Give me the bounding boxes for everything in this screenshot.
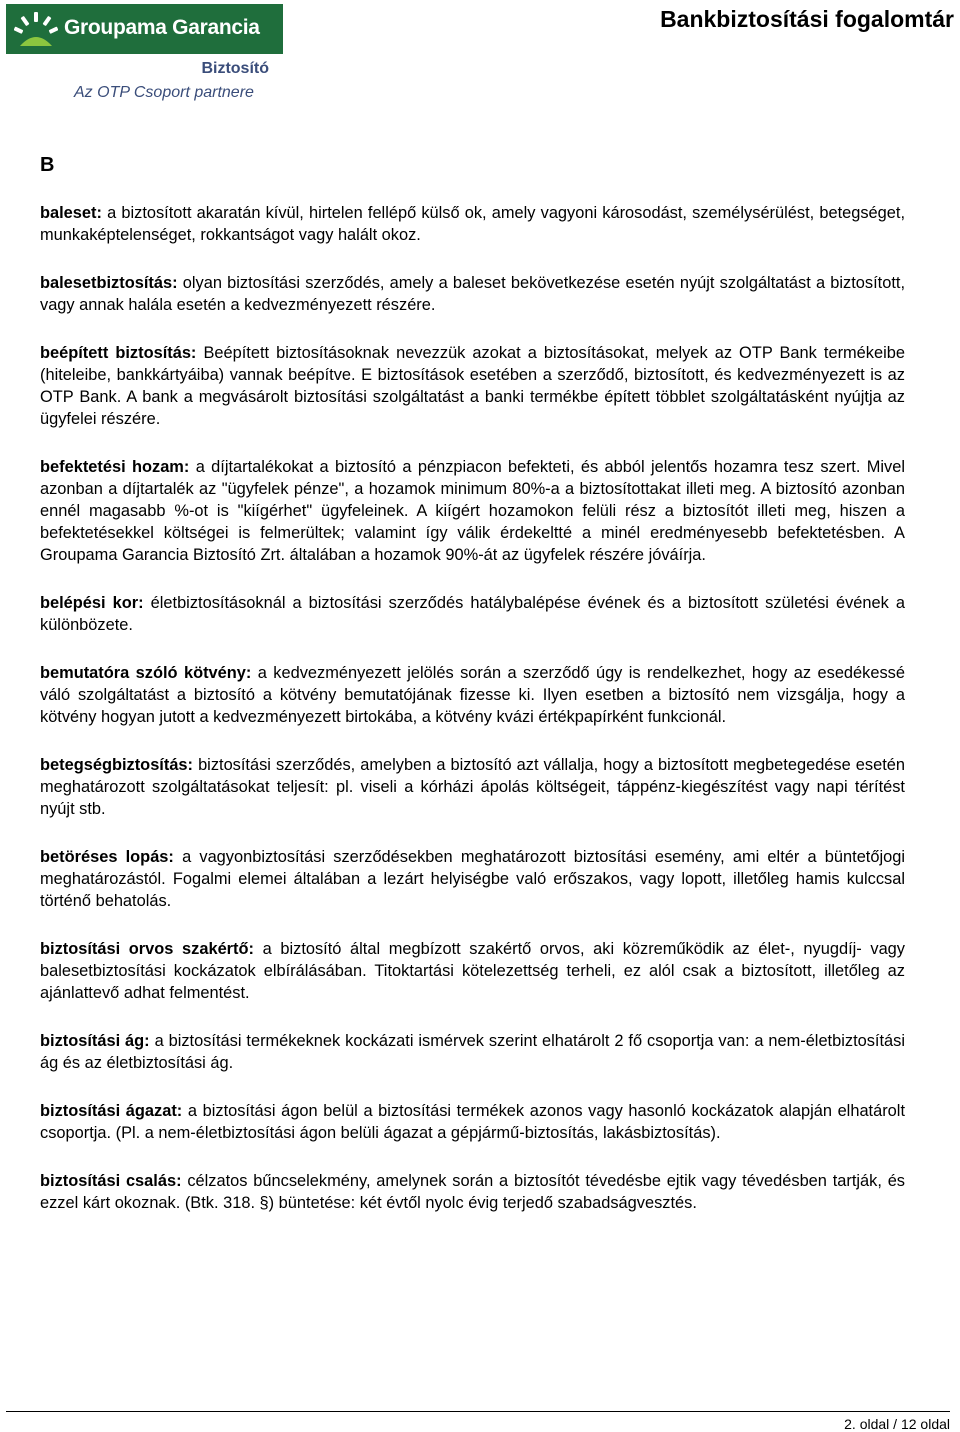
logo-band [6,4,283,54]
glossary-entry [40,1100,905,1144]
glossary-entry [40,202,905,246]
logo-subtitle: Biztosító [201,60,269,77]
glossary-entry [40,938,905,1004]
page-number: 2. oldal / 12 oldal [844,1416,950,1432]
company-logo [6,4,283,104]
glossary-entry [40,846,905,912]
glossary-term: betöréses lopás: [40,848,174,866]
glossary-definition: a kedvezményezett jelölés során a szerződő úgy is rendelkezhet, hogy az esedékessé váló szolgáltatást a biztosító a kötvény bemutatójának fizesse ki. Ilyen esetben a biztosító nem vizsgálja, hogy a kötvény hogyan jutott a kedvezményezett birtokába, a kötvény kvázi értékpapírként funkcionál. [40,664,905,726]
glossary-term: balesetbiztosítás: [40,274,178,292]
glossary-definition: életbiztosításoknál a biztosítási szerződés hatálybalépése évének és a biztosított születési évének a különbözete. [40,594,905,634]
glossary-entry [40,754,905,820]
glossary-definition: olyan biztosítási szerződés, amely a baleset bekövetkezése esetén nyújt szolgáltatást a biztosított, vagy annak halála esetén a kedvezményezett részére. [40,274,905,314]
glossary-definition: Beépített biztosításoknak nevezzük azokat a biztosításokat, melyek az OTP Bank termékeibe (hiteleibe, bankkártyáiba) vannak beépítve. E biztosítások esetében a szerződő, biztosított, és kedvezményezett is az OTP Bank. A bank a megvásárolt biztosítási szolgáltatást a banki termékbe épített többlet szolgáltatásként nyújtja az ügyfelei részére. [40,344,905,428]
section-letter: B [40,154,55,176]
glossary-entry [40,1170,905,1214]
glossary-definition: biztosítási szerződés, amelyben a biztosító azt vállalja, hogy a biztosított megbetegedése esetén meghatározott szolgáltatásokat teljesít: pl. viseli a kórházi ápolás költségeit, táppénz-kiegészítést vagy napi térítést nyújt stb. [40,756,905,818]
groupama-sun-icon [14,8,58,50]
glossary-term: befektetési hozam: [40,458,190,476]
glossary-term: bemutatóra szóló kötvény: [40,664,252,682]
glossary-entries [40,202,905,1240]
glossary-term: beépített biztosítás: [40,344,197,362]
glossary-term: biztosítási ágazat: [40,1102,183,1120]
glossary-definition: célzatos bűncselekmény, amelynek során a biztosítót tévedésbe ejtik vagy tévedésben tartják, és ezzel kárt okoznak. (Btk. 318. §) büntetése: két évtől nyolc évig terjedő szabadságvesztés. [40,1172,906,1212]
logo-name: Groupama Garancia [64,16,260,39]
glossary-term: betegségbiztosítás: [40,756,194,774]
glossary-definition: a díjtartalékokat a biztosító a pénzpiacon befekteti, és abból jelentős hozamra tesz szert. Mivel azonban a díjtartalék az "ügyfelek pénze", a hozamok minimum 80%-a a biztosítottakat illeti meg. A biztosító azonban ennél magasabb %-ot is "kiígérhet" ügyfeleinek. A kiígért hozamokon felüli rész a biztosítót illeti meg, hiszen a befektetésekkel költségei is felmerültek; valamint így válik érdekeltté a minél eredményesebb befektetésben. A Groupama Garancia Biztosító Zrt. általában a hozamok 90%-át az ügyfelek részére jóváírja. [40,458,906,564]
document-title: Bankbiztosítási fogalomtár [660,6,954,32]
footer-divider [6,1411,950,1412]
glossary-definition: a biztosító által megbízott szakértő orvos, aki közreműködik az élet-, nyugdíj- vagy balesetbiztosítási kockázatok elbírálásában. Titoktartási kötelezettség terheli, ez alól csak a biztosított, illetőleg az ajánlattevő adhat felmentést. [40,940,905,1002]
glossary-definition: a biztosított akaratán kívül, hirtelen fellépő külső ok, amely vagyoni károsodást, személysérülést, betegséget, munkaképtelenséget, rokkantságot vagy halált okoz. [40,204,905,244]
glossary-term: biztosítási csalás: [40,1172,182,1190]
logo-tagline: Az OTP Csoport partnere [74,84,254,101]
glossary-entry [40,1030,905,1074]
glossary-term: belépési kor: [40,594,144,612]
glossary-entry [40,662,905,728]
glossary-term: baleset: [40,204,102,222]
glossary-definition: a biztosítási ágon belül a biztosítási termékek azonos vagy hasonló kockázatok alapján elhatárolt csoportja. (Pl. a nem-életbiztosítási ágon belüli ágazat a gépjármű-biztosítás, lakásbiztosítás). [40,1102,905,1142]
glossary-definition: a vagyonbiztosítási szerződésekben meghatározott biztosítási esemény, ami eltér a büntetőjogi meghatározástól. Fogalmi elemei általában a lezárt helyiségbe való erőszakos, vagy lopott, illetőleg hamis kulccsal történő behatolás. [40,848,905,910]
glossary-entry [40,342,905,430]
glossary-entry [40,456,905,566]
glossary-term: biztosítási ág: [40,1032,150,1050]
glossary-definition: a biztosítási termékeknek kockázati ismérvek szerint elhatárolt 2 fő csoportja van: a nem-életbiztosítási ág és az életbiztosítási ág. [40,1032,905,1072]
glossary-entry [40,272,905,316]
glossary-entry [40,592,905,636]
glossary-term: biztosítási orvos szakértő: [40,940,254,958]
